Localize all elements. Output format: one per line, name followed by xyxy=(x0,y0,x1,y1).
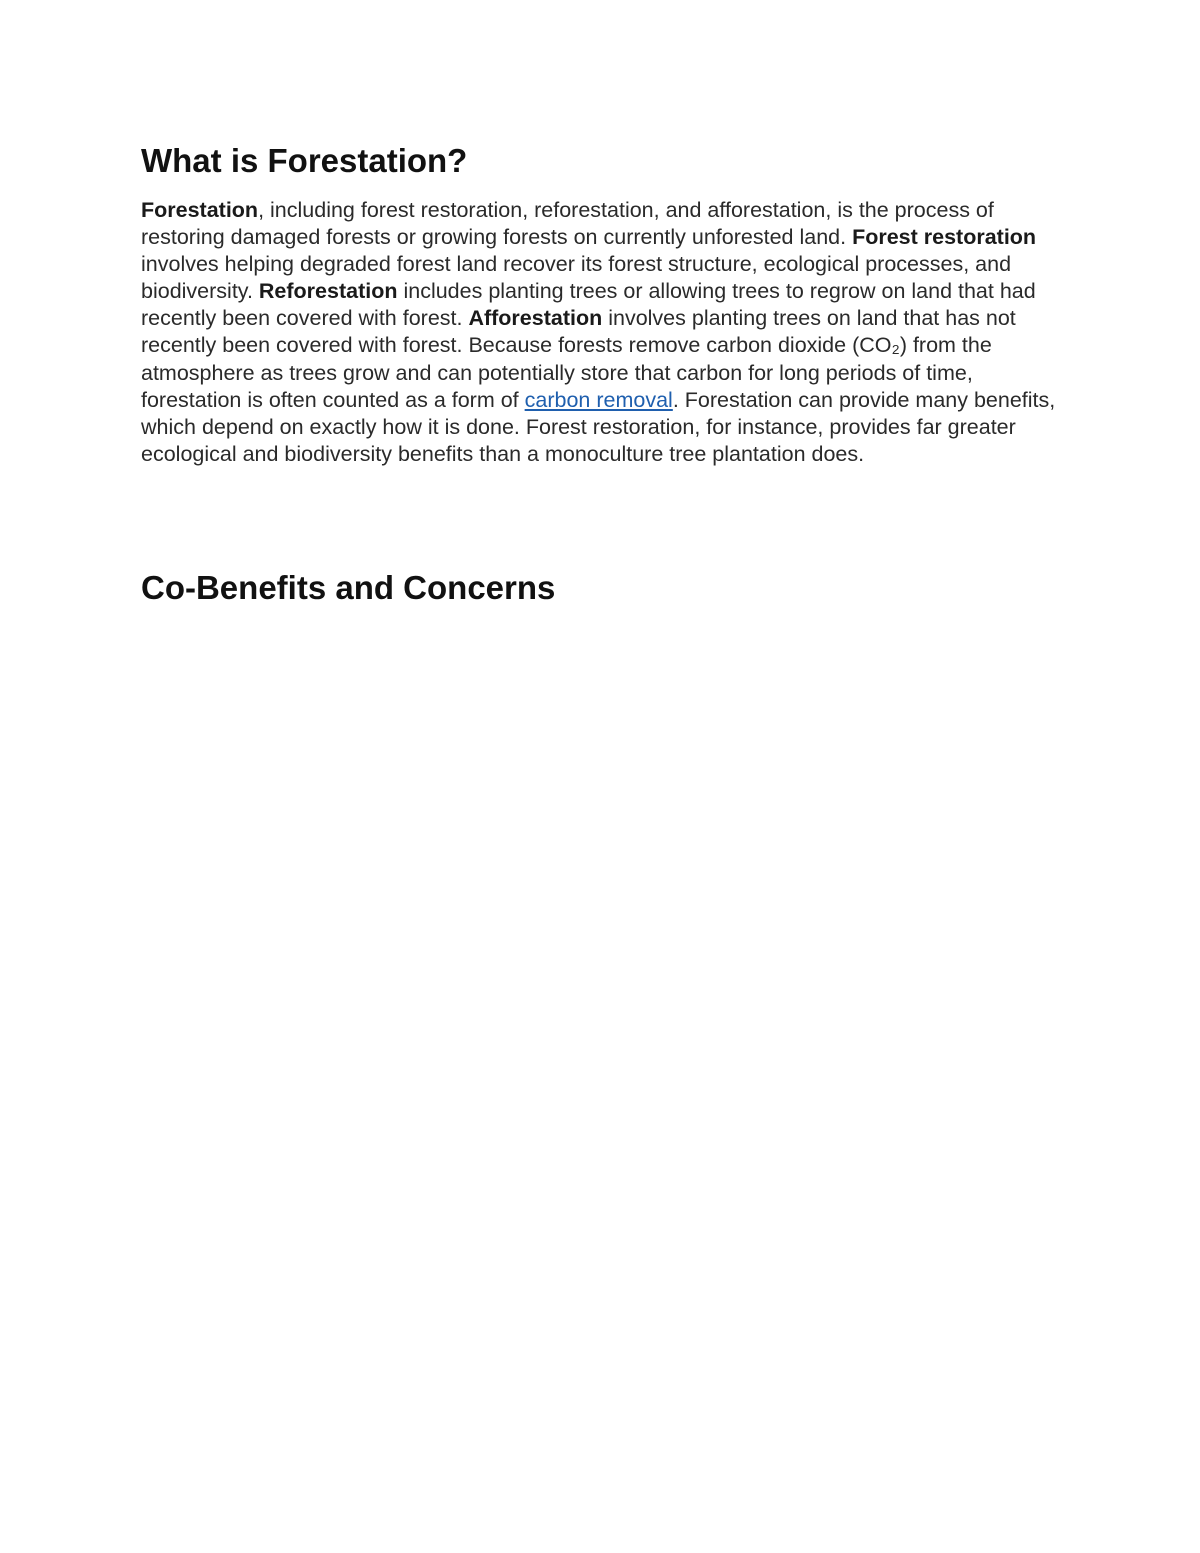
paragraph-text: , including forest restoration, reforestation, and afforestation, is the process of restoring damaged forests or growing forests on currently unforested land. xyxy=(141,198,994,250)
section-heading-what-is-forestation: What is Forestation? xyxy=(141,142,468,179)
term-reforestation: Reforestation xyxy=(258,279,398,304)
term-forestation: Forestation xyxy=(141,198,259,222)
term-afforestation: Afforestation xyxy=(468,306,603,331)
paragraph-text: includes planting trees or allowing trees to regrow on land that had recently been covered with forest. xyxy=(141,279,1036,331)
term-forest-restoration: Forest restoration xyxy=(852,225,1037,250)
forestation-paragraph xyxy=(141,197,1066,468)
section-heading-co-benefits: Co-Benefits and Concerns xyxy=(141,569,556,606)
paragraph-text: . Forestation can provide many benefits, which depend on exactly how it is done. Forest restoration, for instance, provides far greater ecological and biodiversity benefits than a monoculture tree plantation does. xyxy=(141,387,1056,466)
paragraph-text: involves helping degraded forest land recover its forest structure, ecological processes, and biodiversity. xyxy=(141,252,1012,304)
paragraph-text: involves planting trees on land that has not recently been covered with forest. Because forests remove carbon dioxide (CO₂) from the atmosphere as trees grow and can potentially store that carbon for long periods of time, forestation is often counted as a form of xyxy=(141,306,1016,412)
carbon-removal-link[interactable]: carbon removal xyxy=(524,387,673,412)
